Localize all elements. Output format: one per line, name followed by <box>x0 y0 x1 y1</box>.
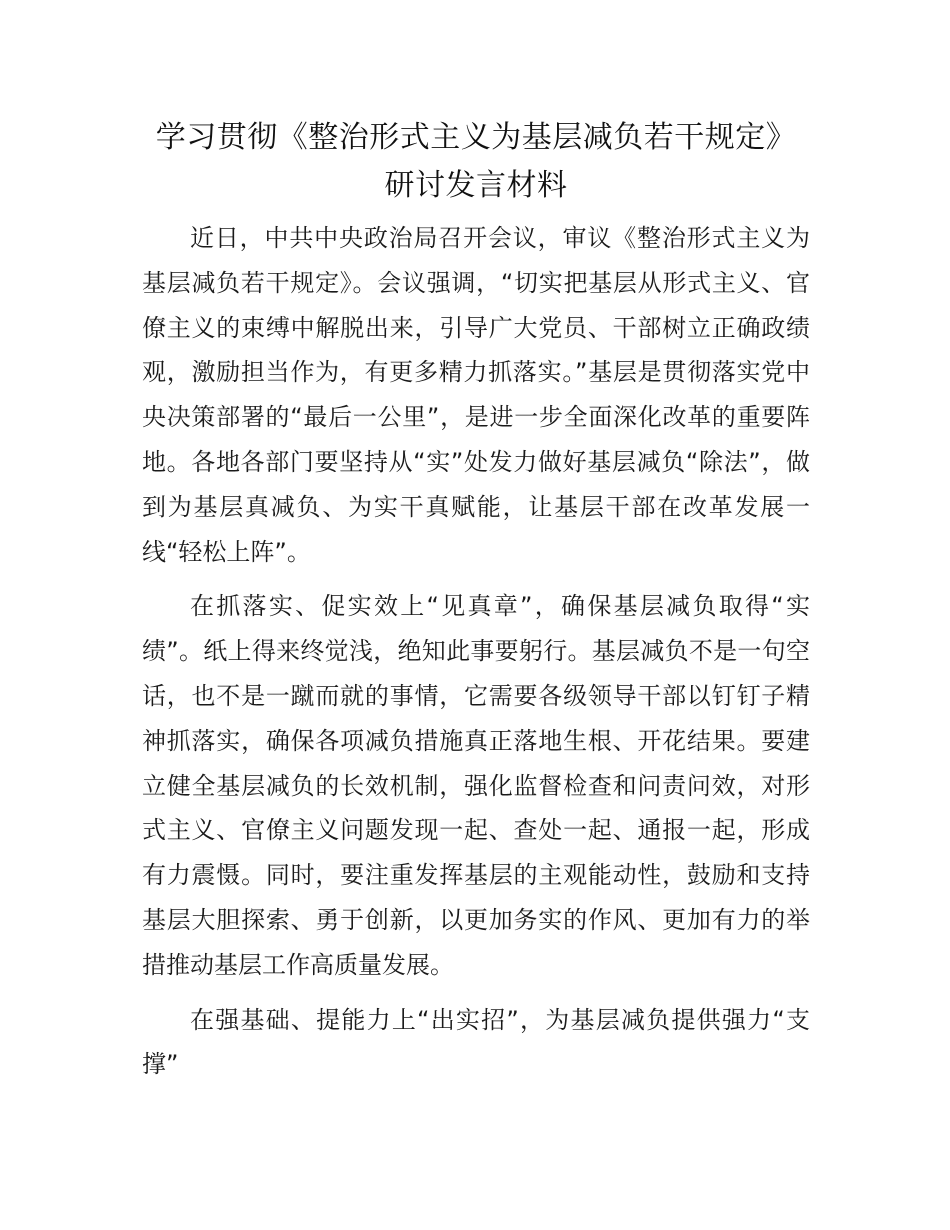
paragraph-1: 近日，中共中央政治局召开会议，审议《整治形式主义为基层减负若干规定》。会议强调，“切实把基层从形式主义、官僚主义的束缚中解脱出来，引导广大党员、干部树立正确政绩观，激励担当作为，有更多精力抓落实。”基层是贯彻落实党中央决策部署的“最后一公里”，是进一步全面深化改革的重要阵地。各地各部门要坚持从“实”处发力做好基层减负“除法”，做到为基层真减负、为实干真赋能，让基层干部在改革发展一线“轻松上阵”。 <box>142 224 810 566</box>
paragraph-2: 在抓落实、促实效上“见真章”，确保基层减负取得“实绩”。纸上得来终觉浅，绝知此事要躬行。基层减负不是一句空话，也不是一蹴而就的事情，它需要各级领导干部以钉钉子精神抓落实，确保各项减负措施真正落地生根、开花结果。要建立健全基层减负的长效机制，强化监督检查和问责问效，对形式主义、官僚主义问题发现一起、查处一起、通报一起，形成有力震慑。同时，要注重发挥基层的主观能动性，鼓励和支持基层大胆探索、勇于创新，以更加务实的作风、更加有力的举措推动基层工作高质量发展。 <box>142 592 810 979</box>
paragraph-3: 在强基础、提能力上“出实招”，为基层减负提供强力“支撑” <box>142 1005 810 1079</box>
document-page <box>142 114 810 1097</box>
document-title: 学习贯彻《整治形式主义为基层减负若干规定》研讨发言材料 <box>155 120 797 203</box>
